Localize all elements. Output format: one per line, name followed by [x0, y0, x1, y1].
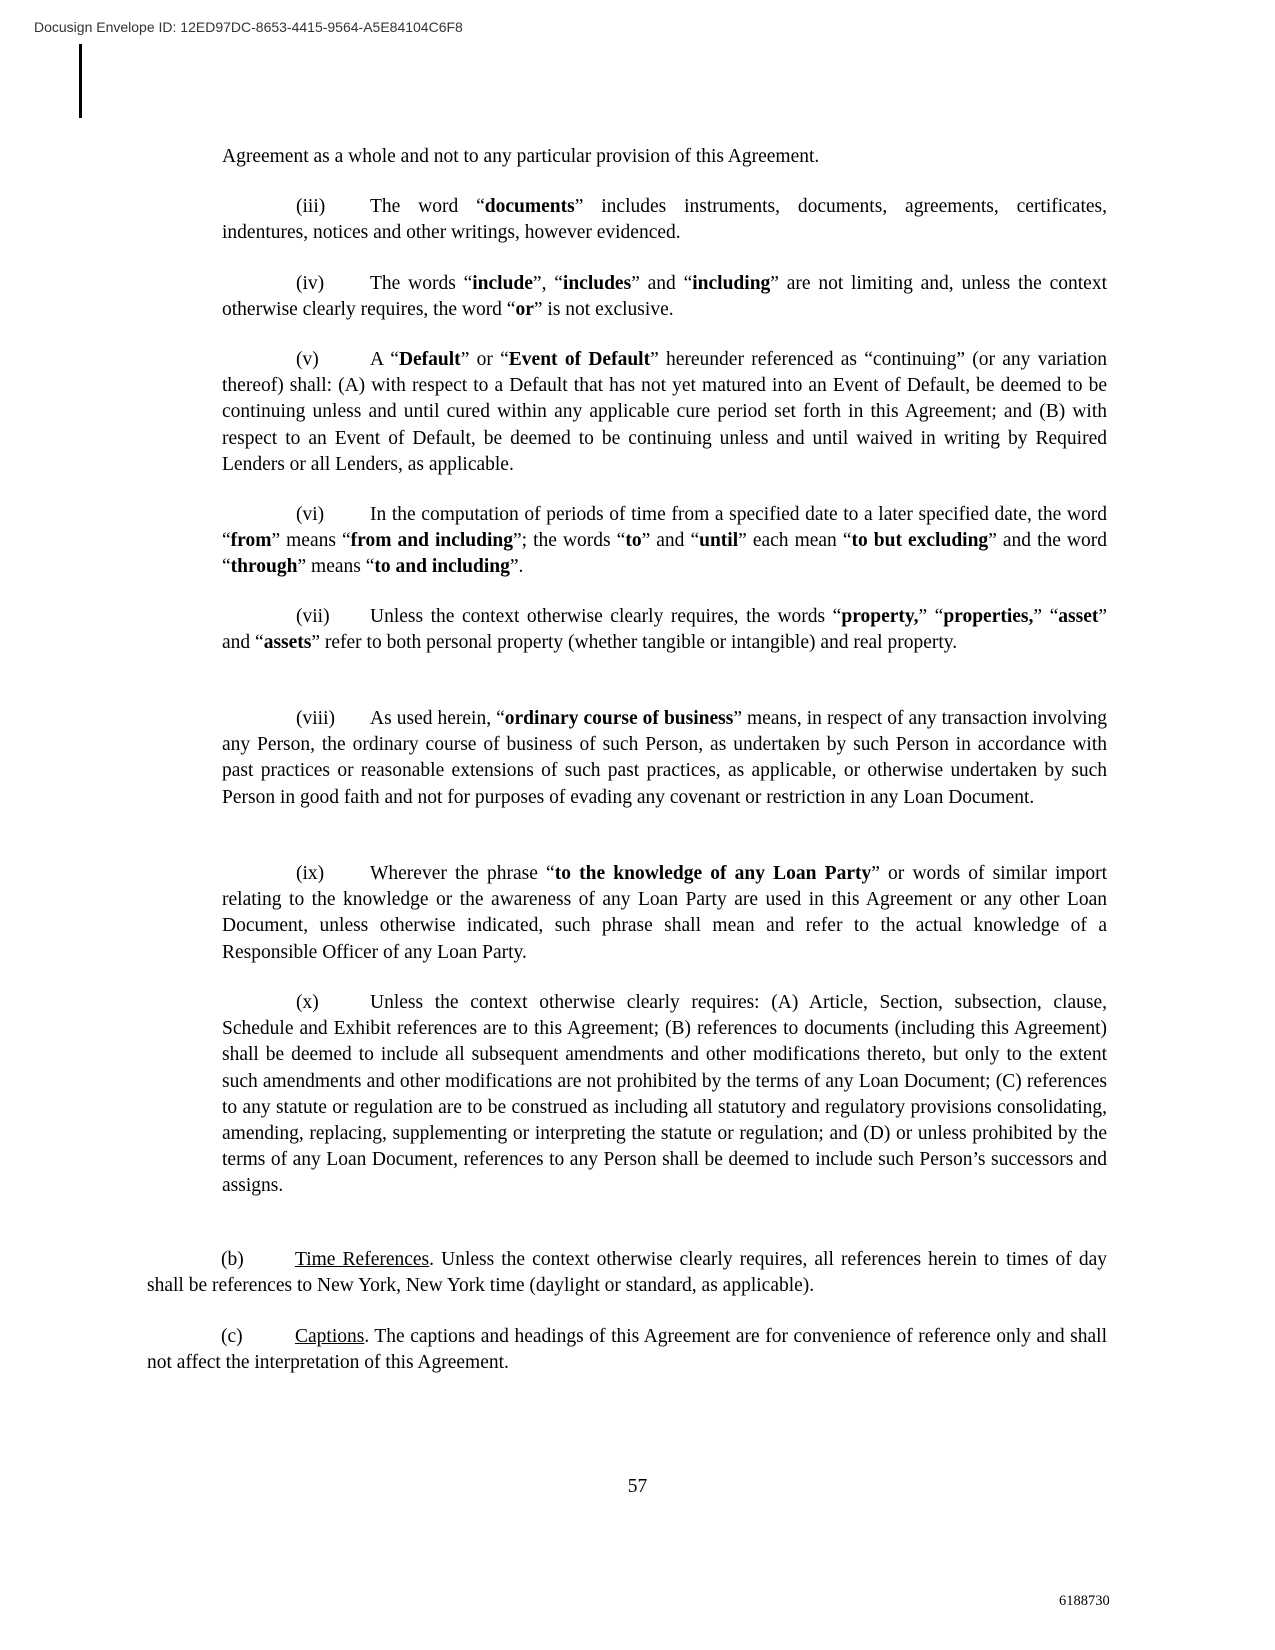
defined-term: property,: [841, 606, 919, 627]
defined-term: to the knowledge of any Loan Party: [554, 863, 872, 884]
section-heading: Captions: [295, 1326, 365, 1347]
defined-term: assets: [263, 632, 312, 654]
paragraph-iv: (iv) The words “include”, “includes” and “including” are not limiting and, unless the context otherwise clearly requires, the word “or” is not exclusive.: [222, 273, 1107, 321]
clause-number: (v): [296, 349, 319, 370]
paragraph-vii: (vii) Unless the context otherwise clearly requires, the words “property,” “properties,” “asset” and “assets” refer to both personal property (whether tangible or intangible) and real property.: [222, 606, 1107, 654]
section-heading: Time References: [295, 1249, 430, 1270]
defined-term: from and including: [350, 530, 513, 552]
defined-term: includes: [562, 273, 632, 294]
clause-number: (iii): [296, 196, 326, 217]
defined-term: including: [692, 273, 771, 294]
revision-bar: [79, 44, 82, 118]
defined-term: ordinary course of business: [504, 708, 734, 729]
paragraph-v: (v) A “Default” or “Event of Default” hereunder referenced as “continuing” (or any variation thereof) shall: (A) with respect to a Default that has not yet matured into an Event of Default, be deemed to be continuing unless and until cured within any applicable cure period set forth in this Agreement; and (B) with respect to an Event of Default, be deemed to be continuing unless and until waived in writing by Required Lenders or all Lenders, as applicable.: [222, 349, 1107, 475]
defined-term: to: [625, 530, 642, 552]
paragraph-intro: [222, 144, 1107, 170]
clause-number: (ix): [296, 863, 325, 884]
defined-term: asset: [1058, 606, 1099, 627]
defined-term: Default: [398, 349, 461, 370]
paragraph-iii: (iii) The word “documents” includes instruments, documents, agreements, certificates, indentures, notices and other writings, however evidenced.: [222, 196, 1107, 244]
clause-number: (x): [296, 992, 319, 1013]
defined-term: to but excluding: [851, 530, 989, 552]
defined-term: properties,: [943, 606, 1034, 627]
document-number: 6188730: [1059, 1593, 1110, 1609]
paragraph-x: (x) Unless the context otherwise clearly requires: (A) Article, Section, subsection, clause, Schedule and Exhibit references are to this Agreement; (B) references to documents (including this Agreement) shall be deemed to include all subsequent amendments and other modifications thereto, but only to the extent such amendments and other modifications are not prohibited by the terms of any Loan Document; (C) references to any statute or regulation are to be construed as including all statutory and regulatory provisions consolidating, amending, replacing, supplementing or interpreting the statute or regulation; and (D) or unless prohibited by the terms of any Loan Document, references to any Person shall be deemed to include such Person’s successors and assigns.: [222, 992, 1107, 1197]
clause-number: (viii): [296, 708, 335, 729]
clause-number: (iv): [296, 273, 325, 294]
paragraph-viii: (viii) As used herein, “ordinary course of business” means, in respect of any transaction involving any Person, the ordinary course of business of such Person, as undertaken by such Person in accordance with past practices or reasonable extensions of such past practices, as applicable, or otherwise undertaken by such Person in good faith and not for purposes of evading any covenant or restriction in any Loan Document.: [222, 708, 1108, 808]
defined-term: documents: [484, 196, 575, 217]
section-c-captions: (c) Captions. The captions and headings of this Agreement are for convenience of reference only and shall not affect the interpretation of this Agreement.: [147, 1326, 1107, 1374]
defined-term: from: [230, 530, 272, 552]
clause-number: (vii): [296, 606, 330, 627]
defined-term: include: [472, 273, 533, 294]
paragraph-ix: (ix) Wherever the phrase “to the knowledge of any Loan Party” or words of similar import relating to the knowledge or the awareness of any Loan Party are used in this Agreement or any other Loan Document, unless otherwise indicated, such phrase shall mean and refer to the actual knowledge of a Responsible Officer of any Loan Party.: [222, 863, 1107, 963]
defined-term: to and including: [374, 556, 510, 578]
defined-term: or: [515, 299, 534, 321]
defined-term: until: [699, 530, 739, 552]
defined-term: through: [230, 556, 298, 578]
page-number: 57: [627, 1476, 648, 1497]
clause-number: (b): [221, 1249, 244, 1270]
clause-number: (c): [221, 1326, 243, 1347]
paragraph-vi: (vi) In the computation of periods of time from a specified date to a later specified date, the word “from” means “from and including”; the words “to” and “until” each mean “to but excluding” and the word “through” means “to and including”.: [222, 504, 1107, 578]
section-b-time-references: (b) Time References. Unless the context otherwise clearly requires, all references herein to times of day shall be references to New York, New York time (daylight or standard, as applicable).: [147, 1249, 1107, 1297]
clause-number: (vi): [296, 504, 325, 525]
paragraph-text: Agreement as a whole and not to any particular provision of this Agreement.: [222, 146, 820, 167]
envelope-id: Docusign Envelope ID: 12ED97DC-8653-4415-9564-A5E84104C6F8: [34, 19, 463, 35]
defined-term: Event of Default: [508, 349, 651, 370]
